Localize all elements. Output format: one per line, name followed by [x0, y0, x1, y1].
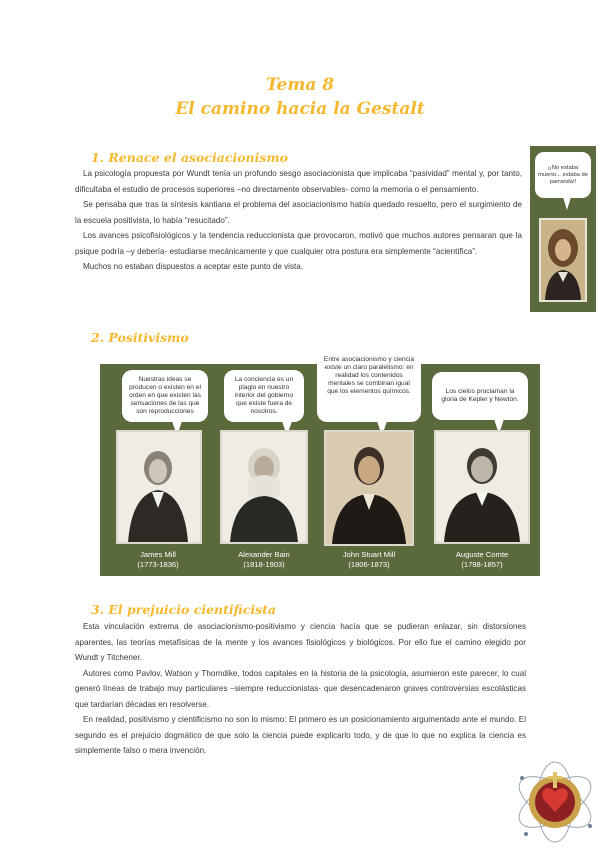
john-stuart-mill-caption: [316, 550, 422, 570]
section1-paragraph: Muchos no estaban dispuestos a aceptar este punto de vista.: [83, 262, 304, 271]
locke-illustration: [530, 146, 596, 312]
john-stuart-mill-dates: (1806-1873): [348, 560, 390, 569]
john-stuart-mill-name: John Stuart Mill: [342, 550, 396, 559]
locke-portrait-image: [539, 218, 587, 302]
james-mill-quote-text: Nuestras ideas se producen o existen en el orden en que existen las sensaciones de las que son reproducciones: [129, 376, 201, 415]
james-mill-quote: [122, 370, 208, 422]
james-mill-dates: (1773-1836): [137, 560, 179, 569]
auguste-comte-portrait: [434, 430, 530, 544]
alexander-bain-caption: [214, 550, 314, 570]
section1-paragraph: Los avances psicofisiológicos y la tendencia reduccionista que provocaron, motivó que muchos autores pensaran que la psique podría –y debería- estudiarse mecánicamente y que cualquier otra postura era simplemente “acientífica”.: [75, 231, 522, 256]
locke-speech-bubble: ¡¡No estaba muerto... estaba de parranda!!: [535, 152, 591, 198]
section1-paragraph: La psicología propuesta por Wundt tenía un profundo sesgo asociacionista que implicaba “pasividad” mental y, por tanto, dificultaba el estudio de procesos superiores –no directamente observables- como la memoria o el pensamiento.: [75, 169, 522, 194]
auguste-comte-quote: [432, 372, 528, 420]
alexander-bain-dates: (1818-1903): [243, 560, 285, 569]
section3-paragraph: Autores como Pavlov, Watson y Thorndike, todos capitales en la historia de la psicología, asumieron este parecer, lo cual generó líneas de trabajo muy particulares –siempre reduccionistas- que desencadenaron graves controversias escolásticas que tardarían décadas en resolverse.: [75, 668, 526, 709]
section2-heading: 2. Positivismo: [91, 330, 189, 345]
alexander-bain-quote: [224, 370, 304, 422]
james-mill-caption: [110, 550, 206, 570]
john-stuart-mill-quote: [317, 330, 421, 422]
section3-paragraph: En realidad, positivismo y cientificismo no son lo mismo: El primero es un posicionamiento argumentado ante el mundo. El segundo es el prejuicio dogmático de que solo la ciencia puede explicarlo todo, y de que lo que no explica la ciencia es simplemente falso o mera invención.: [75, 715, 526, 755]
section1-body: [75, 166, 522, 275]
positivism-panel: [100, 356, 540, 576]
john-stuart-mill-quote-text: Entre asociacionismo y ciencia existe un claro paralelismo: en realidad los contenidos mentales se combinan igual que los elementos químicos.: [323, 356, 415, 395]
page-title-line2: El camino hacia la Gestalt: [175, 99, 425, 119]
section1-paragraph: Se pensaba que tras la síntesis kantiana el problema del asociacionismo había quedado resuelto, pero el surgimiento de la escuela positivista, lo había “resucitado”.: [75, 200, 522, 225]
alexander-bain-quote-text: La conciencia es un plagio en nuestro interior del gobierno que existe fuera de nosotros.: [234, 376, 294, 415]
auguste-comte-quote-text: Los cielos proclaman la gloria de Kepler y Newton.: [441, 388, 519, 403]
james-mill-portrait: [116, 430, 202, 544]
sacred-heart-emblem: [510, 756, 600, 848]
auguste-comte-dates: (1798-1857): [461, 560, 503, 569]
alexander-bain-name: Alexander Bain: [238, 550, 290, 559]
section3-paragraph: Esta vinculación extrema de asociacionismo-positivismo y ciencia hacía que se pudieran enlazar, sin distorsiones aparentes, las teorías metafísicas de la mente y los avances fisiológicos y biológicos. Por ello fue el camino elegido por Wundt y Titchener.: [75, 622, 526, 662]
section3-body: [75, 619, 526, 759]
john-stuart-mill-portrait: [324, 430, 414, 546]
page-title-line1: Tema 8: [265, 75, 335, 95]
alexander-bain-portrait: [220, 430, 308, 544]
auguste-comte-caption: [430, 550, 534, 570]
section3-heading: 3. El prejuicio cientificista: [91, 602, 276, 617]
section1-heading: 1. Renace el asociacionismo: [91, 150, 288, 165]
auguste-comte-name: Auguste Comte: [455, 550, 509, 559]
james-mill-name: James Mill: [140, 550, 176, 559]
